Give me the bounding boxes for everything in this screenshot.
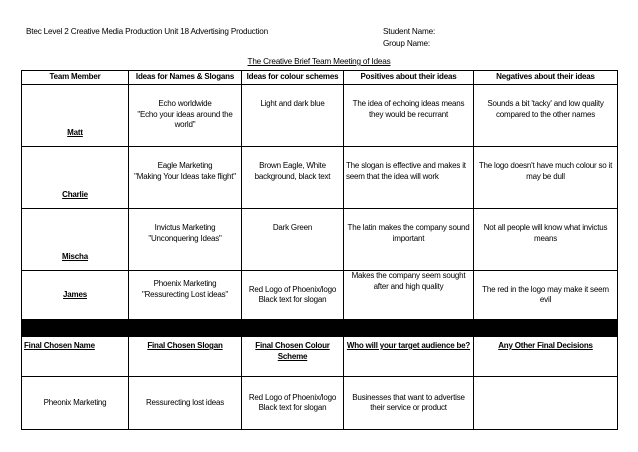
column-header: Ideas for colour schemes xyxy=(242,71,344,85)
colour-cell: Dark Green xyxy=(242,209,344,271)
name-slogan-cell xyxy=(129,85,242,147)
table-row xyxy=(22,85,618,147)
colour-cell: Light and dark blue xyxy=(242,85,344,147)
other-decisions-cell xyxy=(474,377,618,430)
idea-slogan: "Unconquering Ideas" xyxy=(148,233,222,243)
final-colour-cell: Red Logo of Phoenix/logo Black text for slogan xyxy=(242,377,344,430)
student-name-label: Student Name: xyxy=(383,27,436,36)
colour-cell: Red Logo of Phoenix/logo Black text for slogan xyxy=(242,271,344,320)
column-header: Ideas for Names & Slogans xyxy=(129,71,242,85)
column-header: Any Other Final Decisions xyxy=(474,337,618,377)
name-slogan-cell xyxy=(129,147,242,209)
idea-slogan: "Echo your ideas around the world" xyxy=(137,109,233,129)
column-header: Team Member xyxy=(22,71,129,85)
negatives-cell: The red in the logo may make it seem evil xyxy=(474,271,618,320)
negatives-cell: Sounds a bit 'tacky' and low quality compared to the other names xyxy=(474,85,618,147)
table-row xyxy=(22,147,618,209)
page-title: The Creative Brief Team Meeting of Ideas xyxy=(247,57,391,66)
positives-cell: The slogan is effective and makes it seem that the idea will work xyxy=(344,147,474,209)
final-header-row xyxy=(22,337,618,377)
column-header: Final Chosen Slogan xyxy=(129,337,242,377)
table-row xyxy=(22,209,618,271)
group-name-label: Group Name: xyxy=(383,39,430,48)
column-header: Final Chosen Name xyxy=(22,337,129,377)
ideas-table xyxy=(21,70,618,430)
positives-cell: The idea of echoing ideas means they would be recurrant xyxy=(344,85,474,147)
team-member-cell: James xyxy=(22,271,129,320)
idea-name: Echo worldwide xyxy=(158,99,212,108)
team-member-cell: Charlie xyxy=(22,147,129,209)
final-slogan-cell: Ressurecting lost ideas xyxy=(129,377,242,430)
separator-row xyxy=(22,320,618,337)
column-header: Positives about their ideas xyxy=(344,71,474,85)
negatives-cell: Not all people will know what invictus means xyxy=(474,209,618,271)
table-header-row xyxy=(22,71,618,85)
idea-slogan: "Ressurecting Lost ideas" xyxy=(141,289,229,299)
name-slogan-cell xyxy=(129,209,242,271)
team-member-cell: Mischa xyxy=(22,209,129,271)
team-member-cell: Matt xyxy=(22,85,129,147)
name-slogan-cell xyxy=(129,271,242,320)
table-row xyxy=(22,271,618,320)
column-header: Negatives about their ideas xyxy=(474,71,618,85)
positives-cell: The latin makes the company sound important xyxy=(344,209,474,271)
final-name-cell: Pheonix Marketing xyxy=(22,377,129,430)
document-header: Btec Level 2 Creative Media Production Unit 18 Advertising Production xyxy=(26,27,268,36)
positives-cell: Makes the company seem sought after and high quality xyxy=(344,271,474,320)
idea-name: Phoenix Marketing xyxy=(153,279,217,288)
idea-slogan: "Making Your Ideas take flight" xyxy=(134,171,236,181)
target-audience-cell: Businesses that want to advertise their service or product xyxy=(344,377,474,430)
colour-cell: Brown Eagle, White background, black text xyxy=(242,147,344,209)
column-header: Final Chosen Colour Scheme xyxy=(242,337,344,377)
black-divider xyxy=(22,320,618,337)
negatives-cell: The logo doesn't have much colour so it may be dull xyxy=(474,147,618,209)
final-decision-row xyxy=(22,377,618,430)
column-header: Who will your target audience be? xyxy=(344,337,474,377)
idea-name: Eagle Marketing xyxy=(157,161,213,170)
idea-name: Invictus Marketing xyxy=(154,223,216,232)
